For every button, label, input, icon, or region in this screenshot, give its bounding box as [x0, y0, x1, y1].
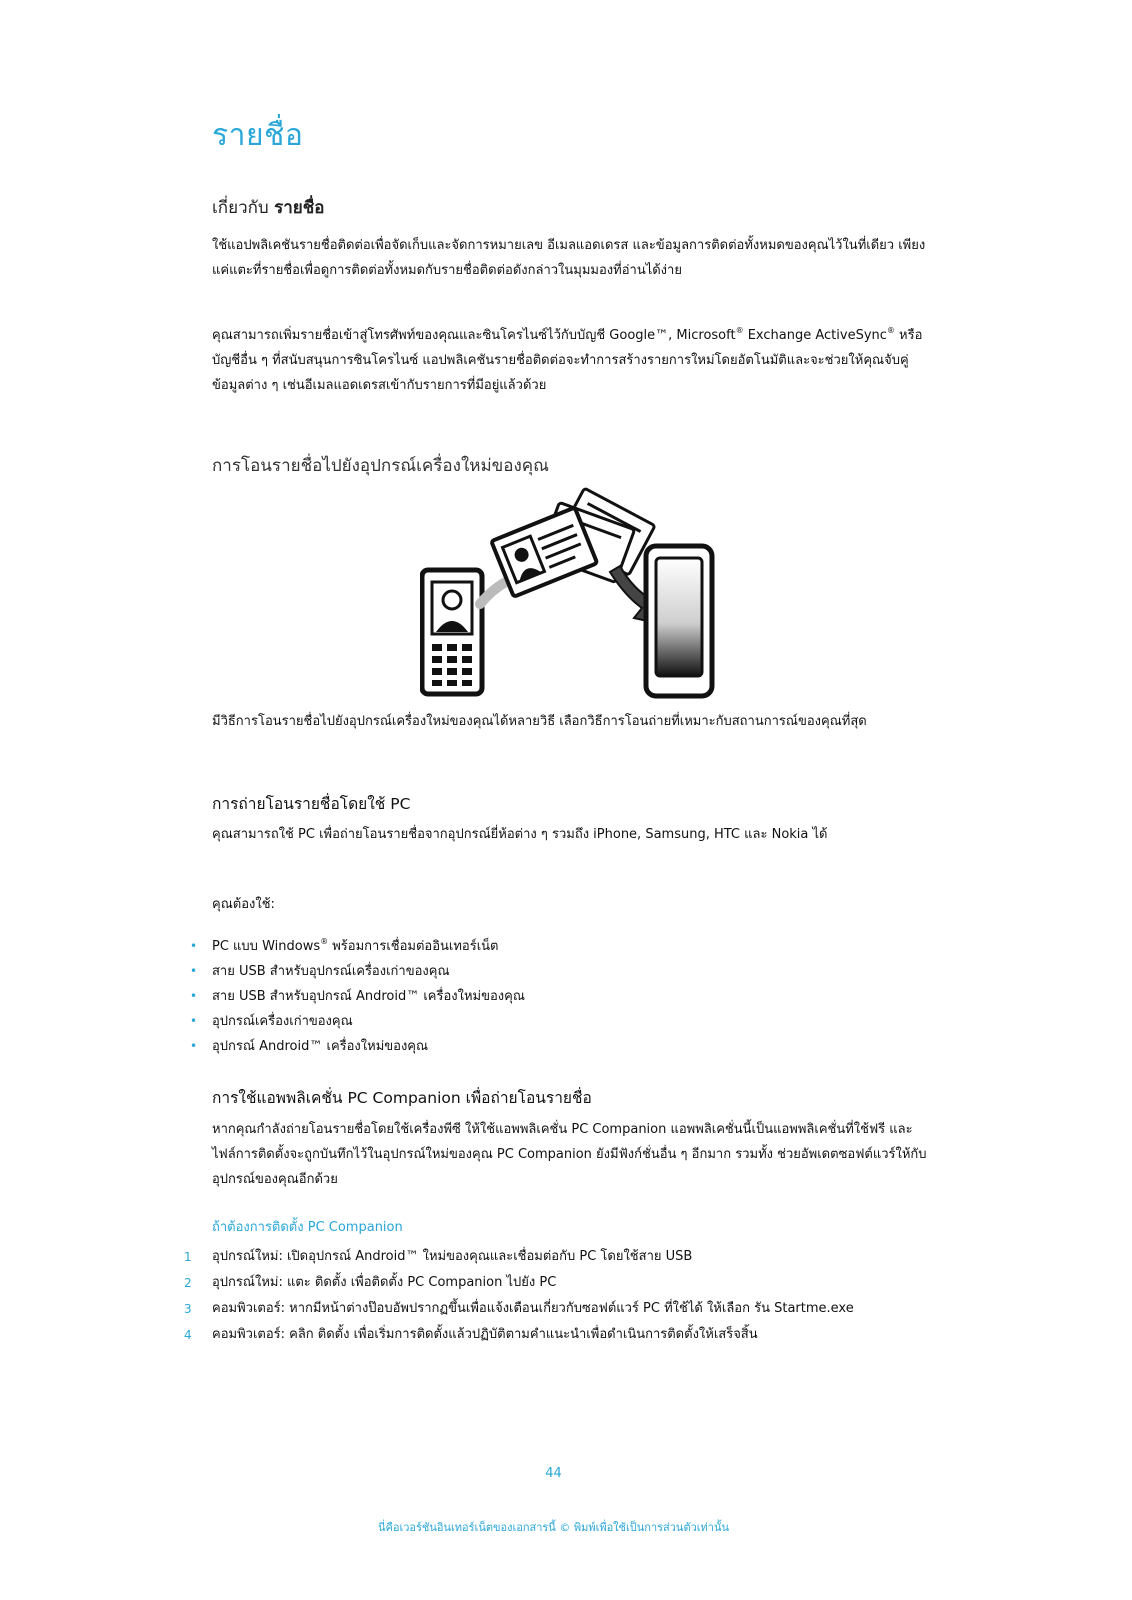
bullet-icon: • — [190, 1014, 198, 1028]
step-number: 1 — [184, 1250, 192, 1264]
registered-mark: ® — [320, 937, 329, 946]
pc-companion-heading: การใช้แอพพลิเคชั่น PC Companion เพื่อถ่ายโอนรายชื่อ — [212, 1089, 592, 1107]
registered-mark: ® — [735, 326, 744, 335]
install-steps — [184, 1245, 944, 1349]
step-text: คอมพิวเตอร์: หากมีหน้าต่างป๊อบอัพปรากฏขึ้นเพื่อแจ้งเตือนเกี่ยวกับซอฟต์แวร์ PC ที่ใช้ได้ ให้เลือก รัน Startme.exe — [212, 1301, 854, 1316]
step-number: 4 — [184, 1328, 192, 1342]
bullet-icon: • — [190, 989, 198, 1003]
pc-transfer-heading: การถ่ายโอนรายชื่อโดยใช้ PC — [212, 795, 411, 813]
about-para2-part-b: Exchange ActiveSync — [743, 328, 887, 343]
requirement-text: สาย USB สำหรับอุปกรณ์ Android™ เครื่องใหม่ของคุณ — [212, 989, 525, 1004]
old-phone-icon — [422, 570, 482, 694]
list-item — [190, 934, 950, 959]
about-para2-part-c: หรือบัญชีอื่น ๆ ที่สนับสนุนการซินโครไนซ์ แอปพลิเคชันรายชื่อติดต่อจะทำการสร้างรายการใหม่โดยอัตโนมัติและจะช่วยให้คุณจับคู่ข้อมูลต่าง ๆ เช่นอีเมลแอดเดรสเข้ากับรายการที่มีอยู่แล้วด้วย — [212, 328, 923, 393]
about-paragraph-2 — [212, 323, 934, 398]
about-paragraph-1: ใช้แอปพลิเคชันรายชื่อติดต่อเพื่อจัดเก็บและจัดการหมายเลข อีเมลแอดเดรส และข้อมูลการติดต่อทั้งหมดของคุณไว้ในที่เดียว เพียงแค่แตะที่รายชื่อเพื่อดูการติดต่อทั้งหมดกับรายชื่อติดต่อดังกล่าวในมุมมองที่อ่านได้ง่าย — [212, 238, 926, 278]
transfer-heading: การโอนรายชื่อไปยังอุปกรณ์เครื่องใหม่ของคุณ — [212, 456, 549, 476]
list-item — [190, 984, 950, 1009]
list-item — [184, 1245, 944, 1269]
list-item — [184, 1323, 944, 1347]
step-number: 2 — [184, 1276, 192, 1290]
bullet-icon: • — [190, 1039, 198, 1053]
transfer-paragraph: มีวิธีการโอนรายชื่อไปยังอุปกรณ์เครื่องใหม่ของคุณได้หลายวิธี เลือกวิธีการโอนถ่ายที่เหมาะกับสถานการณ์ของคุณที่สุด — [212, 714, 867, 729]
list-item — [184, 1271, 944, 1295]
pc-transfer-paragraph: คุณสามารถใช้ PC เพื่อถ่ายโอนรายชื่อจากอุปกรณ์ยี่ห้อต่าง ๆ รวมถึง iPhone, Samsung, HTC และ Nokia ได้ — [212, 827, 828, 842]
requirement-text: อุปกรณ์เครื่องเก่าของคุณ — [212, 1014, 353, 1029]
requirement-text: อุปกรณ์ Android™ เครื่องใหม่ของคุณ — [212, 1039, 429, 1054]
bullet-icon: • — [190, 964, 198, 978]
about-heading-bold: รายชื่อ — [274, 198, 325, 218]
step-text: อุปกรณ์ใหม่: เปิดอุปกรณ์ Android™ ใหม่ของคุณและเชื่อมต่อกับ PC โดยใช้สาย USB — [212, 1249, 693, 1264]
about-heading — [212, 194, 325, 221]
list-item — [190, 1009, 950, 1034]
about-heading-prefix: เกี่ยวกับ — [212, 198, 269, 218]
requirements-label: คุณต้องใช้: — [212, 897, 275, 912]
page-number: 44 — [545, 1466, 562, 1481]
list-item — [190, 959, 950, 984]
step-text: คอมพิวเตอร์: คลิก ติดตั้ง เพื่อเริ่มการติดตั้งแล้วปฏิบัติตามคำแนะนำเพื่อดำเนินการติดตั้งให้เสร็จสิ้น — [212, 1327, 758, 1342]
step-text: อุปกรณ์ใหม่: แตะ ติดตั้ง เพื่อติดตั้ง PC Companion ไปยัง PC — [212, 1275, 557, 1290]
footer-note: นี่คือเวอร์ชันอินเทอร์เน็ตของเอกสารนี้ © พิมพ์เพื่อใช้เป็นการส่วนตัวเท่านั้น — [377, 1521, 729, 1534]
about-para2-part-a: คุณสามารถเพิ่มรายชื่อเข้าสู่โทรศัพท์ของคุณและซินโครไนซ์ไว้กับบัญชี Google™, Microsoft — [212, 328, 736, 343]
requirement-text: สาย USB สำหรับอุปกรณ์เครื่องเก่าของคุณ — [212, 964, 450, 979]
page-title: รายชื่อ — [212, 118, 304, 153]
list-item — [190, 1034, 950, 1059]
requirement-text-a: PC แบบ Windows — [212, 939, 321, 954]
requirements-list — [190, 934, 950, 1059]
step-number: 3 — [184, 1302, 192, 1316]
bullet-icon: • — [190, 939, 198, 953]
requirement-text-b: พร้อมการเชื่อมต่ออินเทอร์เน็ต — [328, 939, 499, 954]
new-phone-icon — [646, 546, 712, 696]
contacts-transfer-illustration — [420, 484, 720, 700]
pc-companion-paragraph: หากคุณกำลังถ่ายโอนรายชื่อโดยใช้เครื่องพีซี ให้ใช้แอพพลิเคชั่น PC Companion แอพพลิเคชั่นนี้เป็นแอพพลิเคชั่นที่ใช้ฟรี และไฟล์การติดตั้งจะถูกบันทึกไว้ในอุปกรณ์ใหม่ของคุณ PC Companion ยังมีฟังก์ชั่นอื่น ๆ อีกมาก รวมทั้ง ช่วยอัพเดตซอฟต์แวร์ให้กับอุปกรณ์ของคุณอีกด้วย — [212, 1122, 927, 1187]
registered-mark: ® — [886, 326, 895, 335]
list-item — [184, 1297, 944, 1321]
install-tip-title: ถ้าต้องการติดตั้ง PC Companion — [212, 1220, 403, 1235]
